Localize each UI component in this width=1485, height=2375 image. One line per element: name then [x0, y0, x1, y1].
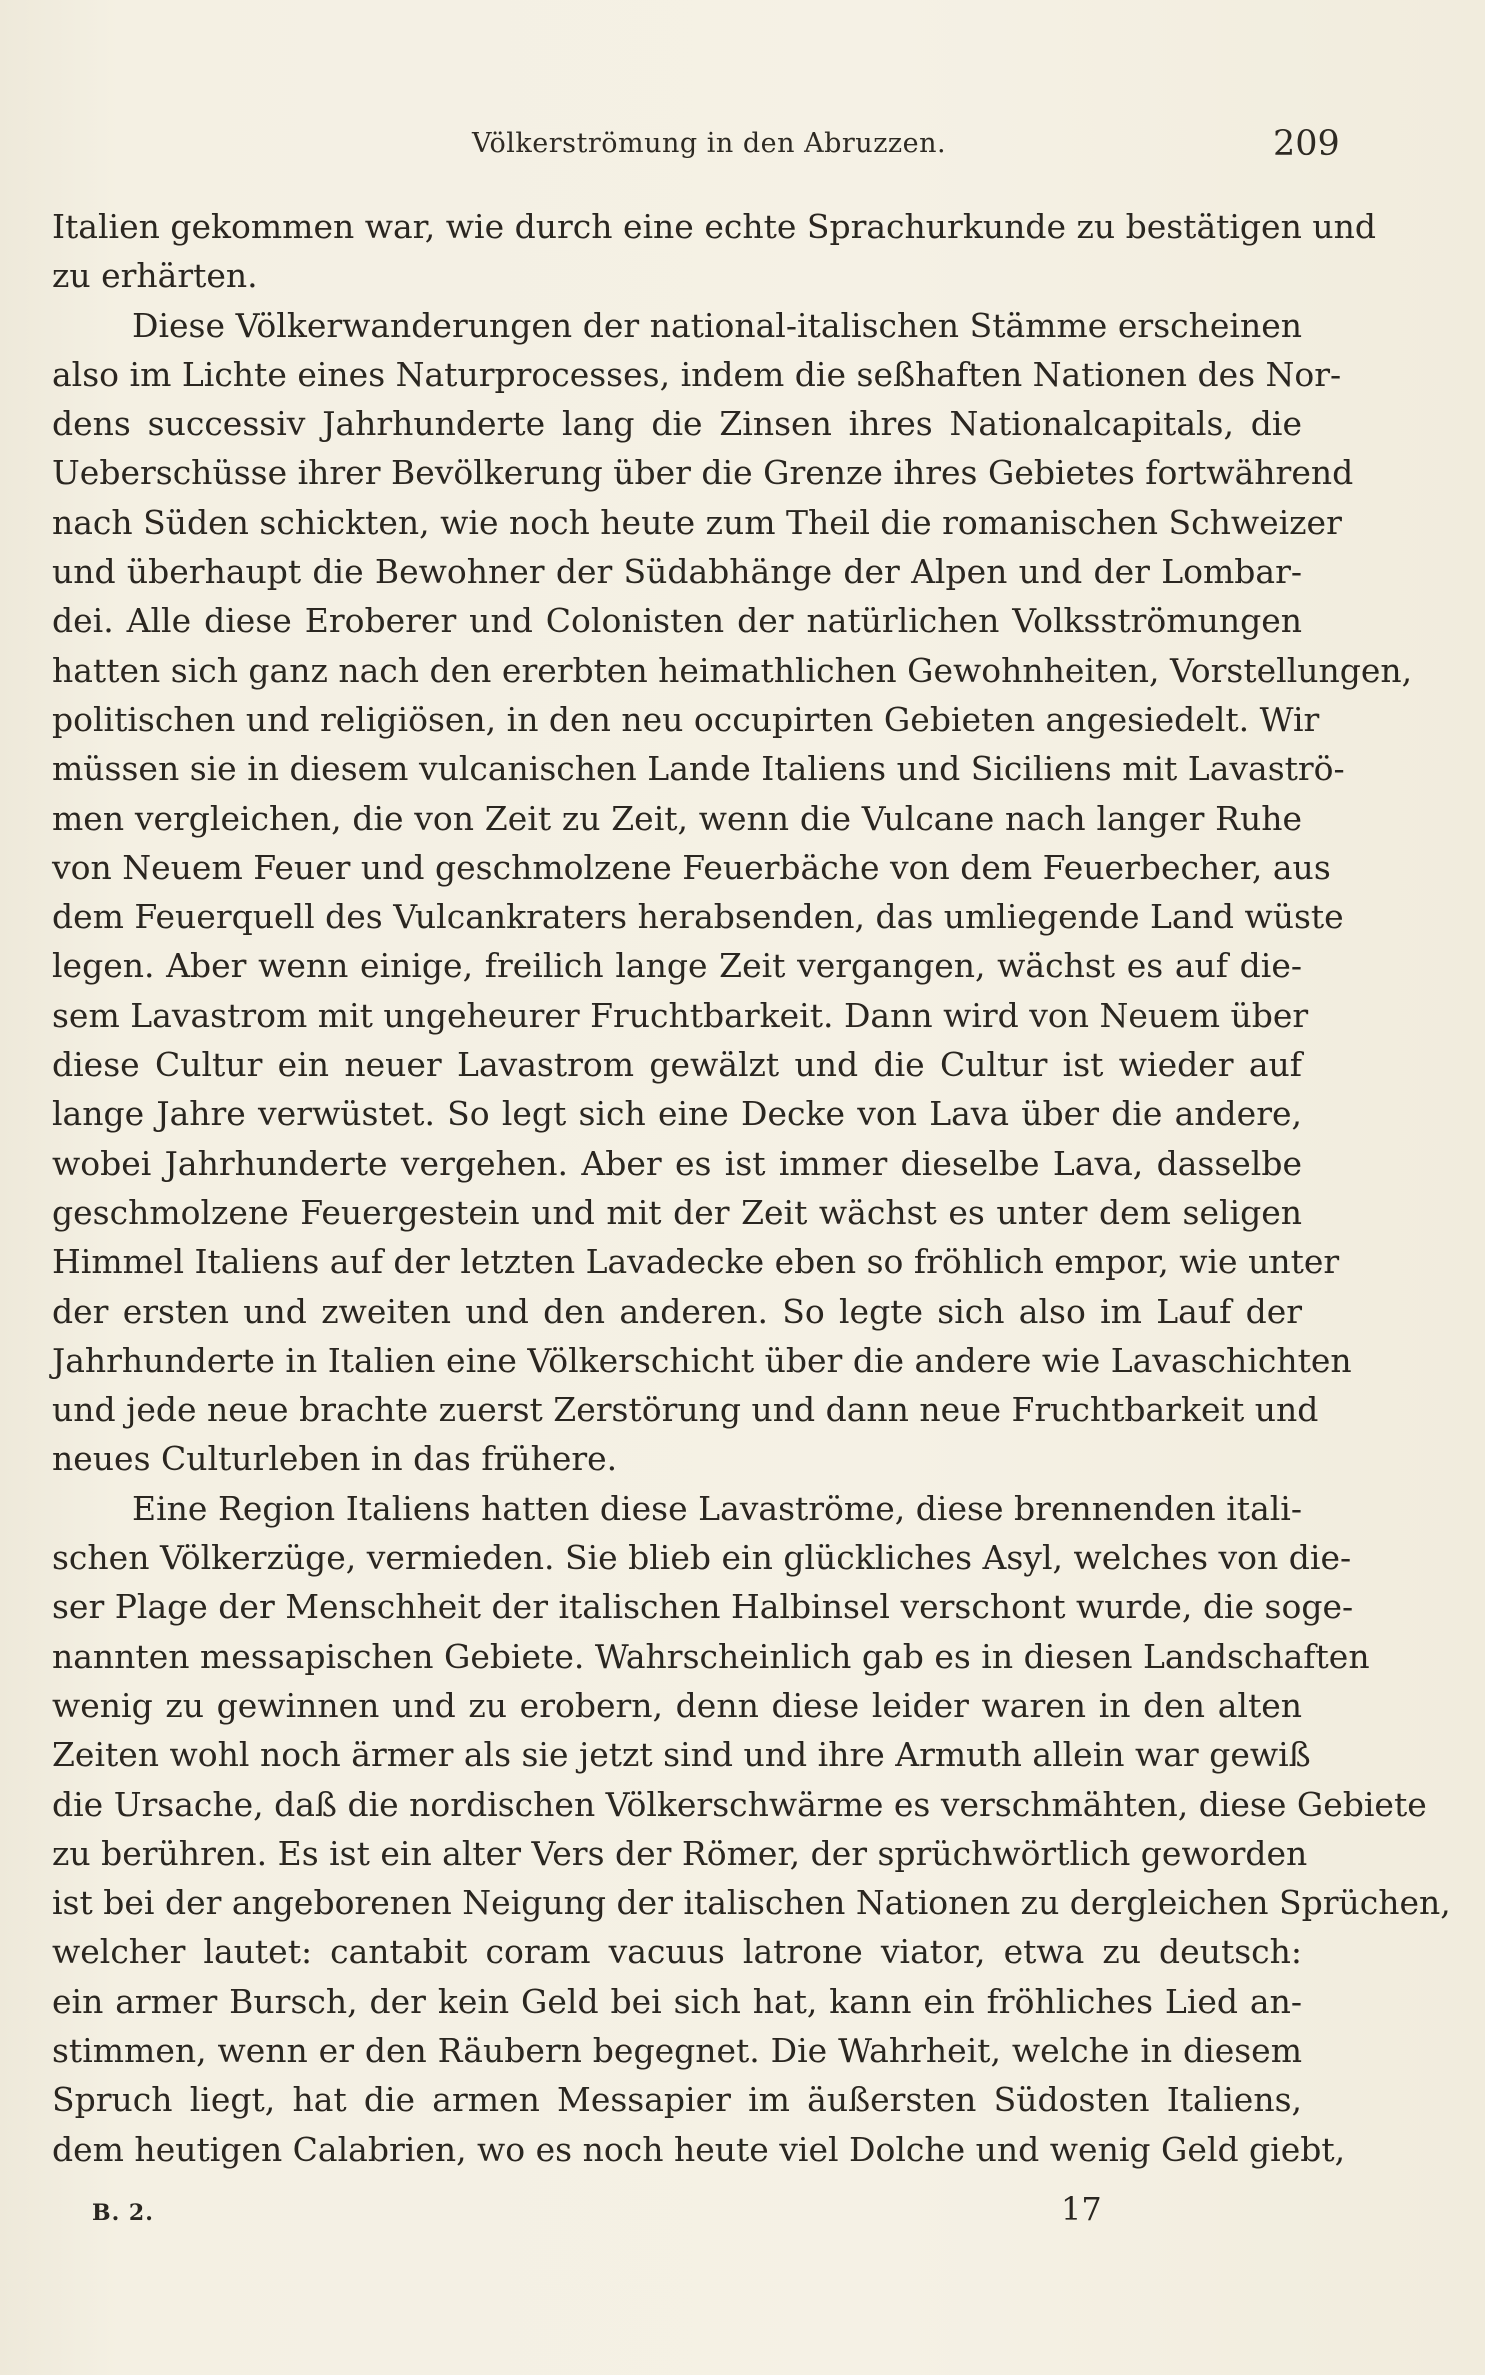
text-line: ein armer Bursch, der kein Geld bei sich hat, kann ein fröhliches Lied an-	[52, 1981, 1302, 2021]
text-line: dem heutigen Calabrien, wo es noch heute viel Dolche und wenig Geld giebt,	[52, 2129, 1346, 2169]
text-line: Ueberschüsse ihrer Bevölkerung über die Grenze ihres Gebietes fortwährend	[52, 453, 1354, 493]
printer-signature: B. 2.	[92, 2200, 154, 2226]
text-line: Eine Region Italiens hatten diese Lavaströme, diese brennenden itali-	[132, 1488, 1302, 1528]
text-line: wenig zu gewinnen und zu erobern, denn diese leider waren in den alten	[52, 1685, 1302, 1725]
text-line: Zeiten wohl noch ärmer als sie jetzt sind und ihre Armuth allein war gewiß	[52, 1735, 1311, 1775]
text-line: nannten messapischen Gebiete. Wahrscheinlich gab es in diesen Landschaften	[52, 1636, 1370, 1676]
text-line: Jahrhunderte in Italien eine Völkerschicht über die andere wie Lavaschichten	[52, 1340, 1352, 1380]
text-line: diese Cultur ein neuer Lavastrom gewälzt und die Cultur ist wieder auf	[52, 1045, 1302, 1085]
text-line: welcher lautet: cantabit coram vacuus latrone viator, etwa zu deutsch:	[52, 1932, 1302, 1972]
text-line: die Ursache, daß die nordischen Völkerschwärme es verschmähten, diese Gebiete	[52, 1784, 1427, 1824]
text-line: Italien gekommen war, wie durch eine echte Sprachurkunde zu bestätigen und	[52, 207, 1376, 246]
text-line: politischen und religiösen, in den neu occupirten Gebieten angesiedelt. Wir	[52, 699, 1320, 739]
page-footer	[52, 2192, 1445, 2242]
page-header	[40, 124, 1445, 168]
text-line: müssen sie in diesem vulcanischen Lande Italiens und Siciliens mit Lavaströ-	[52, 749, 1345, 789]
text-line: der ersten und zweiten und den anderen. So legte sich also im Lauf der	[52, 1291, 1302, 1331]
text-line: legen. Aber wenn einige, freilich lange Zeit vergangen, wächst es auf die-	[52, 946, 1302, 986]
text-line: wobei Jahrhunderte vergehen. Aber es ist immer dieselbe Lava, dasselbe	[52, 1143, 1302, 1183]
text-line: schen Völkerzüge, vermieden. Sie blieb ein glückliches Asyl, welches von die-	[52, 1538, 1352, 1578]
sheet-number: 17	[1061, 2190, 1102, 2228]
text-line: ist bei der angeborenen Neigung der italischen Nationen zu dergleichen Sprüchen,	[52, 1883, 1451, 1923]
text-line: ser Plage der Menschheit der italischen Halbinsel verschont wurde, die soge-	[52, 1587, 1354, 1627]
text-line: Spruch liegt, hat die armen Messapier im äußersten Südosten Italiens,	[52, 2080, 1302, 2120]
text-line: zu berühren. Es ist ein alter Vers der Römer, der sprüchwörtlich geworden	[52, 1833, 1308, 1873]
text-line: Himmel Italiens auf der letzten Lavadecke eben so fröhlich empor, wie unter	[52, 1242, 1340, 1282]
text-line: nach Süden schickten, wie noch heute zum Theil die romanischen Schweizer	[52, 502, 1342, 542]
text-line: von Neuem Feuer und geschmolzene Feuerbäche von dem Feuerbecher, aus	[52, 847, 1331, 887]
text-line: geschmolzene Feuergestein und mit der Zeit wächst es unter dem seligen	[52, 1192, 1302, 1232]
text-line: neues Culturleben in das frühere.	[52, 1439, 618, 1479]
text-line: lange Jahre verwüstet. So legt sich eine Decke von Lava über die andere,	[52, 1094, 1302, 1134]
text-line: dei. Alle diese Eroberer und Colonisten der natürlichen Volksströmungen	[52, 601, 1302, 641]
text-line: hatten sich ganz nach den ererbten heimathlichen Gewohnheiten, Vorstellungen,	[52, 650, 1413, 690]
text-line: Diese Völkerwanderungen der national-italischen Stämme erscheinen	[132, 305, 1302, 345]
text-line: stimmen, wenn er den Räubern begegnet. Die Wahrheit, welche in diesem	[52, 2030, 1302, 2070]
running-title: Völkerströmung in den Abruzzen.	[472, 128, 947, 159]
text-line: und überhaupt die Bewohner der Südabhänge der Alpen und der Lombar-	[52, 552, 1302, 592]
text-line: sem Lavastrom mit ungeheurer Fruchtbarkeit. Dann wird von Neuem über	[52, 995, 1309, 1035]
text-line: dens successiv Jahrhunderte lang die Zinsen ihres Nationalcapitals, die	[52, 404, 1302, 444]
text-line: dem Feuerquell des Vulcankraters herabsenden, das umliegende Land wüste	[52, 897, 1344, 937]
body-text	[52, 202, 1451, 2174]
text-line: men vergleichen, die von Zeit zu Zeit, wenn die Vulcane nach langer Ruhe	[52, 798, 1302, 838]
text-line: und jede neue brachte zuerst Zerstörung und dann neue Fruchtbarkeit und	[52, 1390, 1319, 1430]
page-number: 209	[1273, 124, 1340, 164]
text-line: also im Lichte eines Naturprocesses, indem die seßhaften Nationen des Nor-	[52, 354, 1342, 394]
text-line: zu erhärten.	[52, 256, 258, 296]
